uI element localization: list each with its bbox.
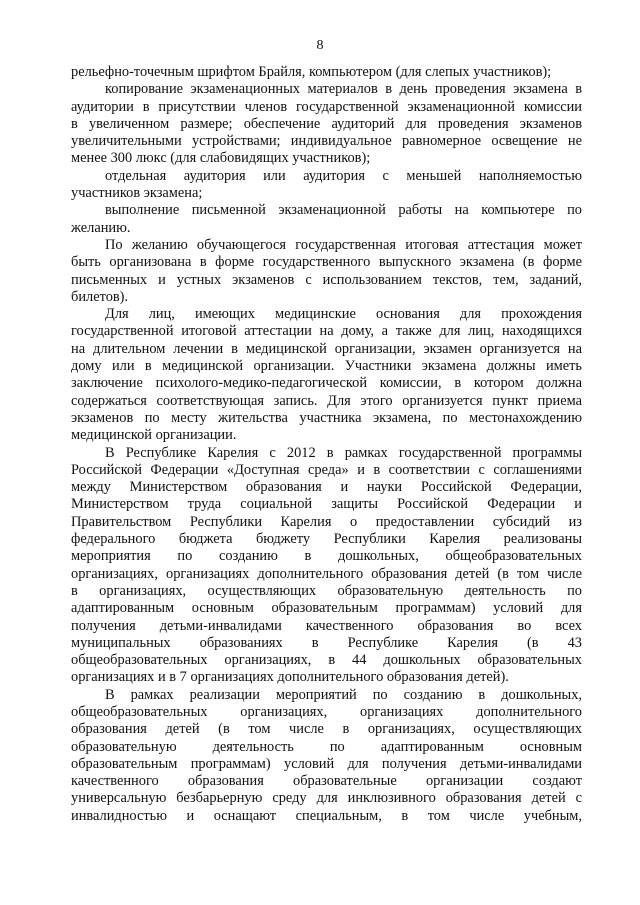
text-line: общеобразовательных организациях, организациях дополнительного <box>71 703 582 720</box>
text-line: универсальную безбарьерную среду для инклюзивного образования детей с <box>71 790 582 807</box>
text-line: мероприятия по созданию в дошкольных, общеобразовательных <box>71 548 582 565</box>
text-line: менее 300 люкс (для слабовидящих участников); <box>71 150 371 167</box>
text-line: содержаться соответствующая запись. Для этого организуется пункт приема <box>71 392 582 409</box>
text-line: выполнение письменной экзаменационной работы на компьютере по <box>105 202 582 219</box>
text-line: дому или в медицинской организации. Участники экзамена должны иметь <box>71 358 582 375</box>
paragraph <box>71 168 582 203</box>
page-number: 8 <box>316 38 324 53</box>
text-line: в увеличенном размере; обеспечение аудиторий для проведения экзаменов <box>71 115 582 132</box>
paragraph <box>71 445 582 687</box>
paragraph <box>71 687 582 825</box>
text-line: Правительством Республики Карелия о предоставлении субсидий из <box>71 513 582 530</box>
text-line: увеличительными устройствами; индивидуальное равномерное освещение не <box>71 133 582 150</box>
text-line: организациях и в 7 организациях дополнительного образования детей). <box>71 669 509 686</box>
text-line: инвалидностью и оснащают специальным, в том числе учебным, <box>71 807 582 824</box>
text-line: организациях, организациях дополнительного образования детей (в том числе <box>71 565 582 582</box>
text-line: медицинской организации. <box>71 427 237 444</box>
document-body <box>71 64 582 825</box>
text-line: участников экзамена; <box>71 185 203 202</box>
text-line: копирование экзаменационных материалов в день проведения экзамена в <box>105 81 582 98</box>
text-line: аудитории в присутствии членов государственной экзаменационной комиссии <box>71 98 582 115</box>
paragraph <box>71 81 582 167</box>
text-line: муниципальных образованиях в Республике Карелия (в 43 <box>71 634 582 651</box>
text-line: В Республике Карелия с 2012 в рамках государственной программы <box>105 444 582 461</box>
text-line: между Министерством образования и науки Российской Федерации, <box>71 479 582 496</box>
text-line: рельефно-точечным шрифтом Брайля, компьютером (для слепых участников); <box>71 64 552 80</box>
text-line: на длительном лечении в медицинской организации, экзамен организуется на <box>71 340 582 357</box>
text-line: билетов). <box>71 288 129 305</box>
text-line: образования детей (в том числе в организациях, осуществляющих <box>71 721 582 738</box>
paragraph <box>71 237 582 306</box>
text-line: качественного образования образовательные организации создают <box>71 773 582 790</box>
text-line: экзаменов по месту жительства участника экзамена, по местонахождению <box>71 409 582 426</box>
paragraph <box>71 64 582 81</box>
text-line: желанию. <box>71 219 131 236</box>
text-line: в организациях, осуществляющих образовательную деятельность по <box>71 582 582 599</box>
text-line: общеобразовательных организациях, в 44 дошкольных образовательных <box>71 652 582 669</box>
text-line: получения детьми-инвалидами качественного образования во всех <box>71 617 582 634</box>
text-line: государственной итоговой аттестации на дому, а также для лиц, находящихся <box>71 323 582 340</box>
text-line: По желанию обучающегося государственная итоговая аттестация может <box>105 236 582 253</box>
text-line: заключение психолого-медико-педагогической комиссии, в котором должна <box>71 375 582 392</box>
text-line: отдельная аудитория или аудитория с меньшей наполняемостью <box>105 167 582 184</box>
text-line: В рамках реализации мероприятий по созданию в дошкольных, <box>105 686 582 703</box>
text-line: адаптированным основным образовательным программам) условий для <box>71 600 582 617</box>
paragraph <box>71 202 582 237</box>
text-line: быть организована в форме государственного выпускного экзамена (в форме <box>71 254 582 271</box>
text-line: образовательным программам) условий для получения детьми-инвалидами <box>71 755 582 772</box>
paragraph <box>71 306 582 444</box>
text-line: федерального бюджета бюджету Республики Карелия реализованы <box>71 531 582 548</box>
text-line: Министерством труда социальной защиты Российской Федерации и <box>71 496 582 513</box>
text-line: Для лиц, имеющих медицинские основания для прохождения <box>105 306 582 323</box>
text-line: образовательную деятельность по адаптированным основным <box>71 738 582 755</box>
text-line: письменных и устных экзаменов с использованием текстов, тем, заданий, <box>71 271 582 288</box>
text-line: Российской Федерации «Доступная среда» и в соответствии с соглашениями <box>71 461 582 478</box>
